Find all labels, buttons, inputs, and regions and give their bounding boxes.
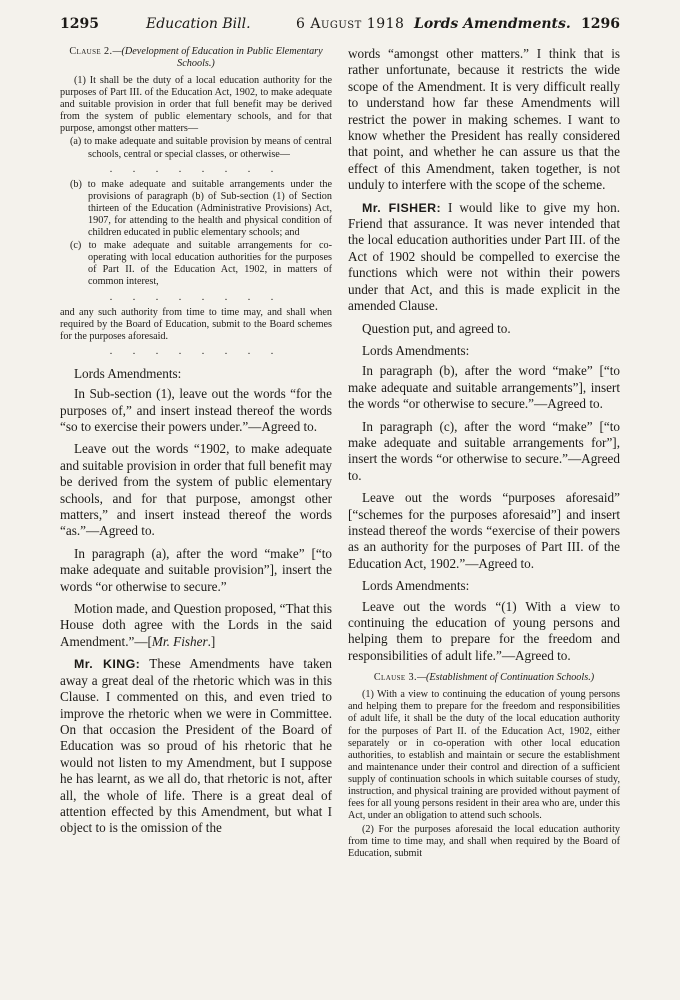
clause-3-label: Clause 3.: [373, 672, 417, 684]
sitting-date: 6 August 1918: [296, 16, 405, 32]
amendment-paragraph: Leave out the words “purposes aforesaid” [“schemes for the purposes aforesaid”] and insert instead thereof the words “exercise of their powers as an authority for the purposes of Part III. of the Education Act, 1902.”—Agreed to.: [348, 490, 620, 571]
ellipsis-dots: . . . . . . . .: [109, 291, 283, 303]
clause-3-subsection-2: (2) For the purposes aforesaid the local education authority from time to time may, and shall when required by the Board of Education, submit: [348, 824, 620, 860]
clause-2-item-c: (c) to make adequate and suitable arrangements for co-operating with local education authorities for the purposes of Part II. of the Education Act, 1902, in matters of common interest,: [70, 240, 332, 288]
speech-king-continued: words “amongst other matters.” I think that is rather unfortunate, because it restricts the wide scope of the Amendment. It is very difficult really to understand how far these Amendments will restrict the power in making schemes. I want to know whether the President has really considered that point, and whether he can assure us that the effect of this Amendment, taken together, is not unduly to interfere with the scope of the scheme.: [348, 46, 620, 193]
ellipsis-dots: . . . . . . . .: [109, 163, 283, 175]
speech-text: I would like to give my hon. Friend that assurance. It was never intended that the local education authorities under Part III. of the Act of 1902 should be compelled to exercise the functions which were not within their powers under that Act, and this is made explicit in the amended Clause.: [348, 199, 621, 314]
left-running-title: Education Bill.: [146, 16, 251, 32]
speech-king: [60, 656, 332, 836]
clause-2-heading: [60, 46, 332, 70]
clause-3-title: —(Establishment of Continuation Schools.): [416, 672, 595, 684]
page-header: [60, 16, 620, 36]
ellipsis-dots: . . . . . . . .: [109, 345, 283, 357]
right-running-title: Lords Amendments.: [414, 16, 571, 32]
clause-2-subsection-1: (1) It shall be the duty of a local education authority for the purposes of Part III. of the Education Act, 1902, to make adequate and suitable provision in order that full benefit may be derived from the system of public elementary schools, and for that purpose, amongst other matters—: [60, 75, 332, 135]
clause-2-label: Clause 2.: [69, 46, 113, 57]
lords-amendments-heading: Lords Amendments:: [362, 342, 470, 358]
clause-2-item-a: (a) to make adequate and suitable provision by means of central schools, central or special classes, or otherwise—: [70, 136, 332, 160]
motion-text: Motion made, and Question proposed, “That this House doth agree with the Lords in the said Amendment.”—[: [60, 601, 332, 649]
amendment-paragraph: In paragraph (b), after the word “make” [“to make adequate and suitable arrangements”], insert the words “or otherwise to secure.”—Agreed to.: [348, 363, 620, 412]
motion-end: .]: [207, 633, 216, 649]
amendment-paragraph: Leave out the words “(1) With a view to continuing the education of young persons and helping them to prepare for the freedom and responsibilities of adult life.”—Agreed to.: [348, 598, 620, 663]
clause-3-heading: [348, 672, 620, 684]
clause-2-title: —(Development of Education in Public Elementary Schools.): [112, 46, 323, 69]
lords-amendments-heading: Lords Amendments:: [362, 578, 470, 594]
speech-text: These Amendments have taken away a great deal of the rhetoric which was in this Clause. I commented on this, and even tried to improve the rhetoric when we were in Committee. On that occasion the President of the Board of Education was so proud of his rhetoric that he would not listen to my Amendment, but I suppose he has learnt, as we all do, that rhetoric is not, after all, the whole of life. There is a great deal of attention effected by this Amendment, but what I object to is the omission of the: [60, 656, 332, 836]
lords-amendments-heading: Lords Amendments:: [74, 365, 182, 381]
left-column-number: 1295: [60, 16, 99, 32]
amendment-paragraph: In Sub-section (1), leave out the words “for the purposes of,” and insert instead thereof the words “so to exercise their powers under.”—Agreed to.: [60, 386, 332, 434]
motion-mover: Mr. Fisher: [151, 633, 208, 649]
motion-paragraph: [60, 601, 332, 650]
speaker-name: Mr. FISHER:: [362, 200, 442, 215]
amendment-paragraph: In paragraph (c), after the word “make” [“to make adequate and suitable arrangements for”], insert the words “or otherwise to secure.”—Agreed to.: [348, 418, 620, 483]
left-column: [60, 46, 332, 843]
speech-fisher: [348, 200, 620, 315]
amendment-paragraph: Leave out the words “1902, to make adequate and suitable provision in order that full benefit may be derived from the system of public elementary schools, and for that purpose, amongst other matters,” and insert instead thereof the words “as.”—Agreed to.: [60, 441, 332, 539]
right-column: [348, 46, 620, 861]
clause-3-subsection-1: (1) With a view to continuing the education of young persons and helping them to prepare for the freedom and responsibilities of adult life, it shall be the duty of the local education authority for the purposes of Part II. of the Education Act, 1902, either separately or in co-operation with other local education authorities, to establish and maintain or secure the establishment and maintenance under their control and direction of a sufficient supply of continuation schools in which suitable courses of study, instruction, and physical training are provided without payment of fees for all young persons resident in their area who are, under this Act, under an obligation to attend such schools.: [348, 689, 620, 822]
question-put: Question put, and agreed to.: [362, 320, 511, 336]
right-column-number: 1296: [581, 16, 620, 32]
clause-2-item-b: (b) to make adequate and suitable arrangements under the provisions of paragraph (b) of Sub-section (1) of Section thirteen of the Education (Administrative Provisions) Act, 1907, for attending to the health and physical condition of children educated in public elementary schools; and: [70, 178, 332, 239]
speaker-name: Mr. KING:: [74, 657, 141, 672]
amendment-paragraph: In paragraph (a), after the word “make” [“to make adequate and suitable provision”], insert the words “or otherwise to secure.”: [60, 545, 332, 594]
clause-2-closing: and any such authority from time to time may, and shall when required by the Board of Education, submit to the Board schemes for the purposes aforesaid.: [60, 306, 332, 342]
